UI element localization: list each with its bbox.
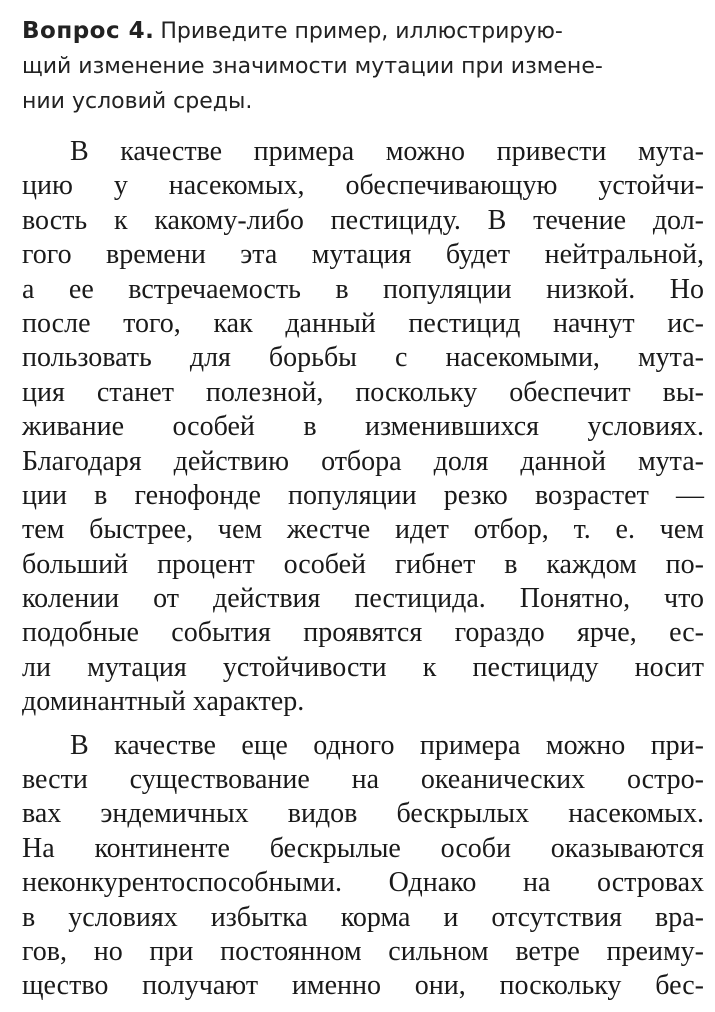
- question-line-3: нии условий среды.: [22, 89, 253, 114]
- paragraph-line: На континенте бескрылые особи оказываются: [22, 832, 704, 864]
- paragraph-line: В качестве еще одного примера можно при-: [70, 729, 704, 761]
- question-text: Приведите пример, иллюстрирую-: [160, 19, 563, 44]
- paragraph-line: вость к какому-либо пестициду. В течение дол-: [22, 204, 704, 236]
- paragraph-line: доминантный характер.: [22, 686, 305, 718]
- paragraph-line: тем быстрее, чем жестче идет отбор, т. е. чем: [22, 514, 704, 546]
- paragraph-line: пользовать для борьбы с насекомыми, мута-: [22, 342, 704, 374]
- question-label: Вопрос 4.: [22, 18, 155, 44]
- question-line-1: [22, 14, 702, 49]
- paragraph-line: цию у насекомых, обеспечивающую устойчи-: [22, 170, 704, 202]
- paragraph-line: Благодаря действию отбора доля данной мута-: [22, 445, 704, 477]
- paragraph-line: после того, как данный пестицид начнут ис-: [22, 307, 704, 339]
- paragraph-line: ли мутация устойчивости к пестициду носит: [22, 651, 704, 683]
- paragraph-line: подобные события проявятся гораздо ярче, ес-: [22, 617, 704, 649]
- question-block: [22, 14, 702, 119]
- paragraph-gap: [22, 720, 704, 729]
- paragraph-line: а ее встречаемость в популяции низкой. Но: [22, 273, 704, 305]
- paragraph-line: ции в генофонде популяции резко возрастет —: [22, 479, 704, 511]
- paragraph-line: вах эндемичных видов бескрылых насекомых.: [22, 798, 704, 830]
- question-line-2: щий изменение значимости мутации при измене-: [22, 54, 603, 79]
- paragraph-line: живание особей в изменившихся условиях.: [22, 411, 704, 443]
- paragraph-line: больший процент особей гибнет в каждом по-: [22, 548, 704, 580]
- answer-paragraph-2: [22, 729, 704, 1004]
- paragraph-line: колении от действия пестицида. Понятно, что: [22, 583, 704, 615]
- paragraph-line: в условиях избытка корма и отсутствия вра-: [22, 901, 704, 933]
- paragraph-line: ция станет полезной, поскольку обеспечит вы-: [22, 376, 704, 408]
- paragraph-line: вести существование на океанических остро-: [22, 764, 704, 796]
- paragraph-line: гов, но при постоянном сильном ветре преиму-: [22, 935, 704, 967]
- answer-block: [22, 135, 704, 1004]
- paragraph-line: щество получают именно они, поскольку бес-: [22, 970, 704, 1002]
- answer-paragraph-1: [22, 135, 704, 720]
- paragraph-line: гого времени эта мутация будет нейтральной,: [22, 239, 704, 271]
- paragraph-line: неконкурентоспособными. Однако на островах: [22, 867, 704, 899]
- paragraph-line: В качестве примера можно привести мута-: [70, 136, 704, 167]
